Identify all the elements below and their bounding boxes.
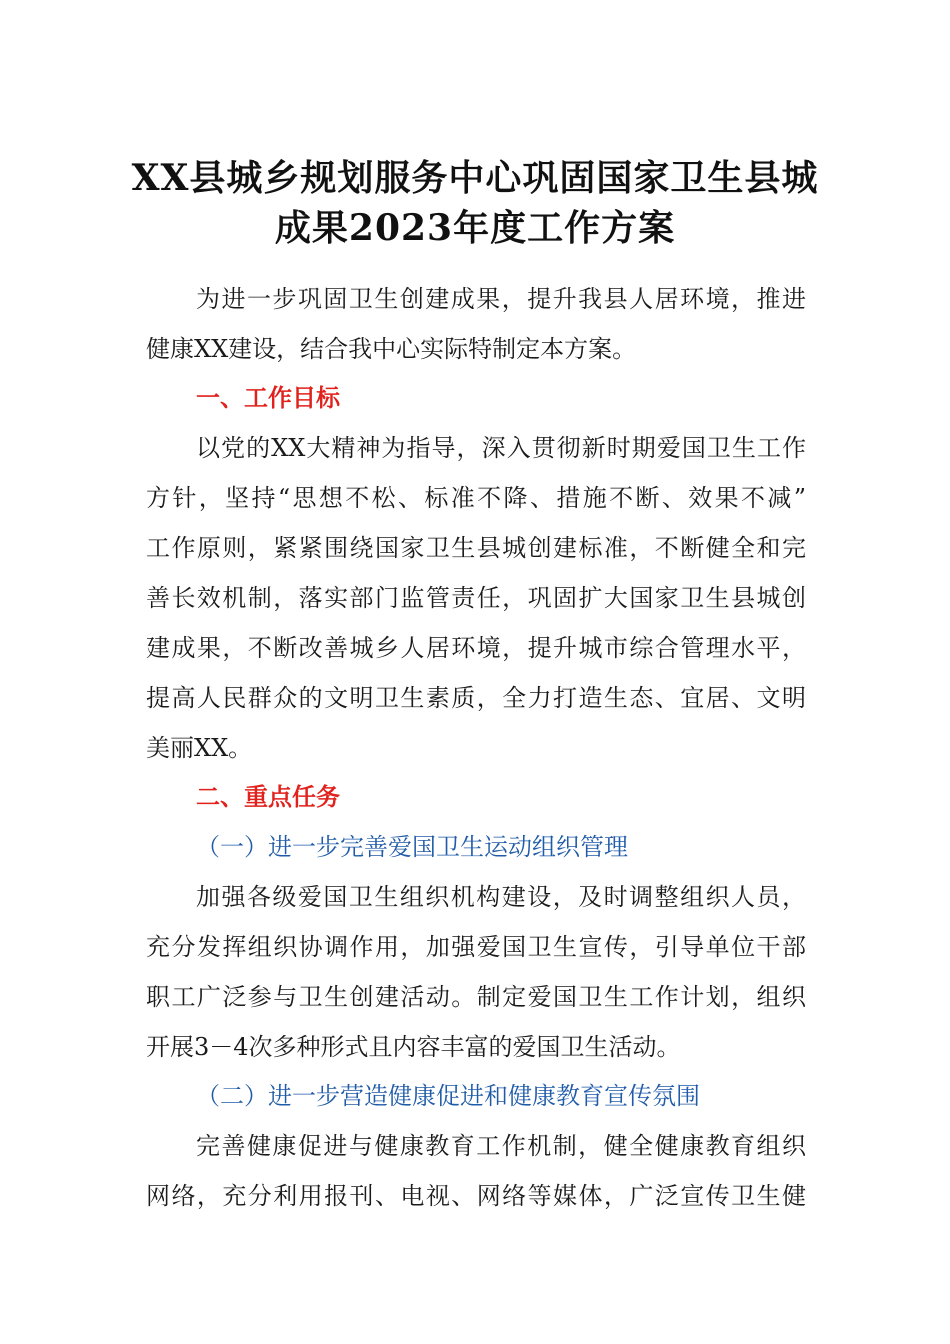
section-2-heading: 二、重点任务 [196,783,340,811]
subsection-1-line-2: 充分发挥组织协调作用，加强爱国卫生宣传，引导单位干部 [146,933,806,961]
section-1-line-2: 方针，坚持“思想不松、标准不降、措施不断、效果不减” [146,484,806,512]
section-1-line-7: 美丽XX。 [146,734,253,762]
section-1-line-6: 提高人民群众的文明卫生素质，全力打造生态、宜居、文明 [146,684,806,712]
subsection-2-line-1: 完善健康促进与健康教育工作机制，健全健康教育组织 [196,1132,806,1160]
document-title-line-1: XX县城乡规划服务中心巩固国家卫生县城 [131,157,819,199]
section-1-line-4: 善长效机制，落实部门监管责任，巩固扩大国家卫生县城创 [146,584,806,612]
section-1-line-3: 工作原则，紧紧围绕国家卫生县城创建标准，不断健全和完 [146,534,806,562]
section-1-line-1: 以党的XX大精神为指导，深入贯彻新时期爱国卫生工作 [196,434,806,462]
subsection-2-heading: （二）进一步营造健康促进和健康教育宣传氛围 [196,1082,700,1110]
subsection-1-line-4: 开展3－4次多种形式且内容丰富的爱国卫生活动。 [146,1033,681,1061]
subsection-1-line-1: 加强各级爱国卫生组织机构建设，及时调整组织人员， [196,883,806,911]
subsection-2-line-2: 网络，充分利用报刊、电视、网络等媒体，广泛宣传卫生健 [146,1182,806,1210]
document-title-line-2: 成果2023年度工作方案 [274,207,676,249]
section-1-heading: 一、工作目标 [196,384,340,412]
subsection-1-heading: （一）进一步完善爱国卫生运动组织管理 [196,833,628,861]
intro-line-2: 健康XX建设，结合我中心实际特制定本方案。 [146,335,637,363]
subsection-1-line-3: 职工广泛参与卫生创建活动。制定爱国卫生工作计划，组织 [146,983,806,1011]
section-1-line-5: 建成果，不断改善城乡人居环境，提升城市综合管理水平， [146,634,806,662]
intro-line-1: 为进一步巩固卫生创建成果，提升我县人居环境，推进 [196,285,806,313]
